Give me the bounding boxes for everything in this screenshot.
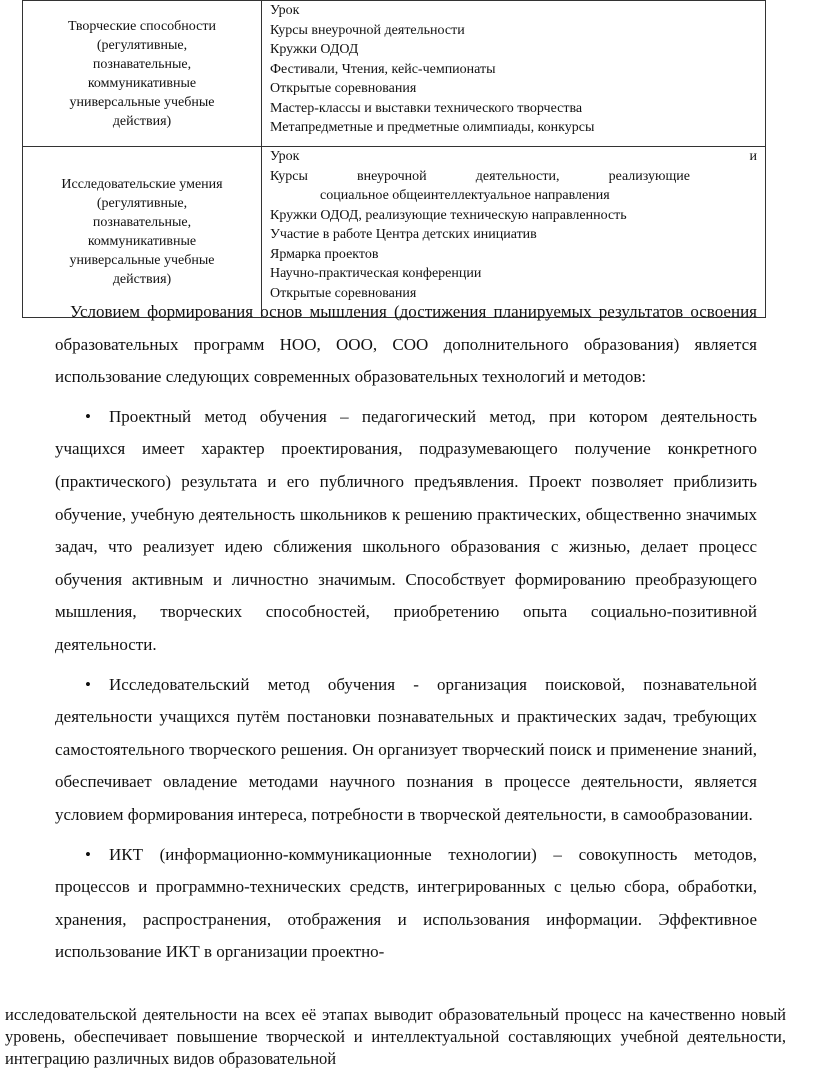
form-word: реализующие: [608, 168, 690, 184]
form-word: Курсы: [270, 168, 308, 184]
competencies-table: [22, 0, 766, 318]
cell-line: универсальные учебные: [69, 253, 215, 268]
cell-line: коммуникативные: [87, 75, 197, 91]
cell-line: действия): [112, 272, 172, 287]
table-cell-forms: [262, 1, 766, 147]
cell-line: универсальные учебные: [69, 94, 215, 110]
form-item: Кружки ОДОД: [270, 42, 359, 57]
bullet-paragraph: [55, 401, 757, 662]
cell-line: действия): [112, 113, 172, 129]
intro-paragraph: Условием формирования основ мышления (достижения планируемых результатов освоения образовательных программ НОО, ООО, СОО дополнительного образования) является использование следующих современных образовательных технологий и методов:: [55, 302, 757, 387]
table-cell-forms: [262, 147, 766, 318]
form-word: и: [749, 149, 757, 164]
table-row: [23, 147, 766, 318]
form-item: Кружки ОДОД, реализующие техническую направленность: [270, 207, 627, 223]
form-item: социальное общеинтеллектуальное направления: [320, 188, 610, 203]
bullet-icon: •: [85, 674, 91, 694]
bullet-paragraph: [55, 839, 757, 969]
form-item: [270, 147, 757, 167]
form-item: Открытые соревнования: [270, 285, 417, 301]
tail-paragraph: исследовательской деятельности на всех её этапах выводит образовательный процесс на качественно новый уровень, обеспечивает повышение творческой и интеллектуальной составляющих учебной деятельности, интеграцию различных видов образовательной: [5, 1005, 786, 1068]
form-item: Курсы внеурочной деятельности: [270, 22, 465, 38]
form-item: Открытые соревнования: [270, 81, 417, 96]
form-item: Участие в работе Центра детских инициатив: [270, 227, 537, 242]
form-item: Научно-практическая конференции: [270, 266, 482, 281]
bullet-text: Исследовательский метод обучения - организация поисковой, познавательной деятельности учащихся путём постановки познавательных и практических задач, требующих самостоятельного творческого решения. Он организует творческий поиск и применение знаний, обеспечивает овладение методами научного познания в процессе деятельности, является условием формирования интереса, потребности в творческой деятельности, в самообразовании.: [55, 674, 757, 824]
cell-line: познавательные,: [92, 56, 192, 72]
form-item: [270, 167, 690, 187]
bullet-paragraph: [55, 669, 757, 832]
cell-line: Творческие способности: [68, 18, 216, 34]
table-row: [23, 1, 766, 147]
table-cell-skill: [23, 147, 262, 318]
form-item: Урок: [270, 3, 300, 18]
form-item: Ярмарка проектов: [270, 246, 379, 262]
body-text: [55, 296, 757, 969]
cell-line: (регулятивные,: [96, 196, 188, 211]
bullet-icon: •: [85, 844, 91, 864]
cell-line: коммуникативные: [87, 234, 197, 249]
bullet-text: Проектный метод обучения – педагогический метод, при котором деятельность учащихся имеет характер проектирования, подразумевающего получение конкретного (практического) результата и его публичного предъявления. Проект позволяет приблизить обучение, учебную деятельность школьников к решению практических, общественно значимых задач, что реализует идею сближения школьного образования с жизнью, делает процесс обучения активным и личностно значимым. Способствует формированию преобразующего мышления, творческих способностей, приобретению опыта социально-позитивной деятельности.: [55, 406, 757, 654]
bullet-text: ИКТ (информационно-коммуникационные технологии) – совокупность методов, процессов и программно-технических средств, интегрированных с целью сбора, обработки, хранения, распространения, отображения и использования информации. Эффективное использование ИКТ в организации проектно-: [55, 844, 757, 962]
bullet-icon: •: [85, 406, 91, 426]
form-item: Мастер-классы и выставки технического творчества: [270, 100, 583, 116]
form-word: Урок: [270, 149, 300, 164]
form-word: внеурочной: [357, 168, 427, 184]
cell-line: (регулятивные,: [96, 37, 188, 53]
form-item: Метапредметные и предметные олимпиады, конкурсы: [270, 120, 595, 135]
form-word: деятельности,: [475, 168, 560, 184]
cell-line: познавательные,: [92, 215, 192, 230]
cell-line: Исследовательские умения: [61, 177, 223, 192]
form-item: Фестивали, Чтения, кейс-чемпионаты: [270, 61, 496, 77]
continued-text: [5, 1004, 786, 1070]
table-cell-skill: [23, 1, 262, 147]
